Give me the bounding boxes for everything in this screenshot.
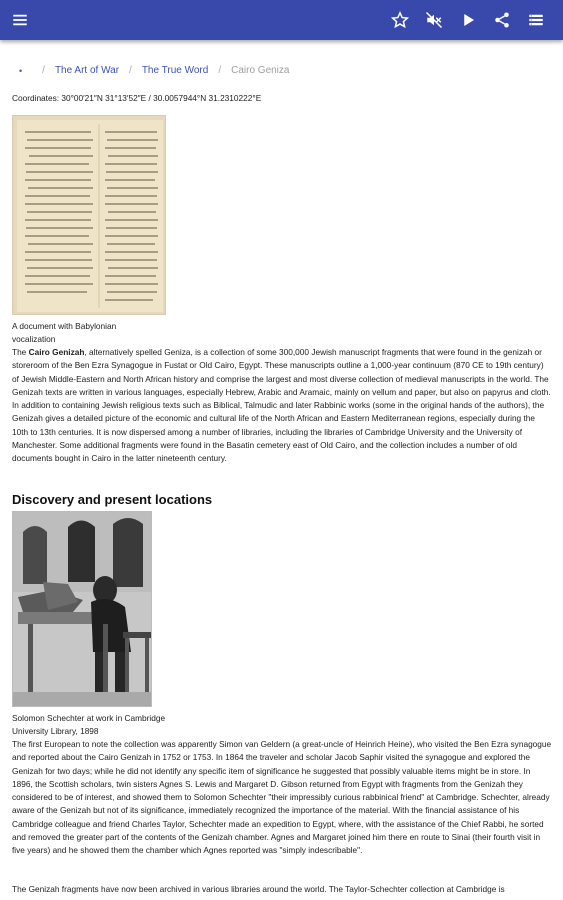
favorite-button[interactable] — [388, 8, 412, 32]
manuscript-illustration — [13, 116, 166, 315]
play-button[interactable] — [456, 8, 480, 32]
figure-caption: Solomon Schechter at work in Cambridge University Library, 1898 — [12, 713, 166, 736]
breadcrumb-separator: / — [42, 65, 45, 76]
app-bar — [0, 0, 563, 40]
hamburger-icon — [11, 11, 29, 29]
section-heading: Discovery and present locations — [12, 492, 213, 507]
intro-lead: The — [12, 347, 29, 357]
share-icon — [493, 11, 511, 29]
intro-paragraph — [12, 346, 552, 466]
photo-illustration — [13, 512, 152, 707]
intro-text: , alternatively spelled Geniza, is a collection of some 300,000 Jewish manuscript fragments that were found in the genizah or storeroom of the Ben Ezra Synagogue in Fustat or Old Cairo, Egypt. These manuscripts outline a 1,000-year continuum (870 CE to 19th century) of Jewish Middle-Eastern and North African history and comprise the largest and most diverse collection of medieval manuscripts in the world. The Genizah texts are written in various languages, especially Hebrew, Arabic and Aramaic, mainly on vellum and paper, but also on papyrus and cloth. In addition to containing Jewish religious texts such as Biblical, Talmudic and later Rabbinic works (some in the original hands of the authors), the Genizah gives a detailed picture of the economic and cultural life of the North African and Eastern Mediterranean regions, especially during the 10th to 13th centuries. It is now dispersed among a number of libraries, including the libraries of Cambridge University and the University of Manchester. Some additional fragments were found in the Basatin cemetery east of Old Cairo, and the collection includes a number of old documents bought in Cairo in the latter nineteenth century. — [12, 347, 551, 464]
archives-paragraph: The Genizah fragments have now been archived in various libraries around the world. The Taylor-Schechter collection at Cambridge is — [12, 884, 505, 894]
breadcrumb-current: Cairo Geniza — [231, 65, 290, 76]
breadcrumb-separator: / — [218, 65, 222, 76]
contents-button[interactable] — [524, 8, 548, 32]
schechter-photo[interactable] — [12, 511, 152, 707]
share-button[interactable] — [490, 8, 514, 32]
article-content — [0, 40, 563, 900]
breadcrumb — [19, 65, 289, 76]
list-icon — [527, 11, 545, 29]
play-icon — [459, 11, 477, 29]
menu-button[interactable] — [8, 8, 32, 32]
breadcrumb-home[interactable]: • — [19, 65, 23, 76]
mute-button[interactable] — [422, 8, 446, 32]
manuscript-image[interactable] — [12, 115, 166, 315]
discovery-paragraph: The first European to note the collection was apparently Simon van Geldern (a great-uncle of Heinrich Heine), who visited the Ben Ezra synagogue and reported about the Cairo Genizah in 1752 or 1753. In 1864 the traveler and scholar Jacob Saphir visited the synagogue and explored the Genizah for two days; while he did not identify any specific item of significance he suggested that possibly valuable items might be in store. In 1896, the Scottish scholars, twin sisters Agnes S. Lewis and Margaret D. Gibson returned from Egypt with fragments from the Genizah they considered to be of interest, and showed them to Solomon Schechter "their impressibly curious rabbinical friend" at Cambridge. Schechter, already aware of the Genizah but not of its significance, immediately recognized the importance of the material. With the financial assistance of his Cambridge colleague and friend Charles Taylor, Schechter made an expedition to Egypt, where, with the assistance of the Chief Rabbi, he sorted and removed the greater part of the contents of the Genizah chamber. Agnes and Margaret joined him there en route to Sinai (their fourth visit in five years) and he showed them the chamber which Agnes reported was "simply indescribable". — [12, 739, 552, 856]
breadcrumb-link-true-word[interactable]: The True Word — [141, 65, 209, 76]
mute-icon — [425, 11, 443, 29]
coordinates-text: Coordinates: 30°00′21″N 31°13′52″E / 30.0057944°N 31.2310222°E — [12, 93, 262, 103]
star-icon — [391, 11, 409, 29]
article-subject: Cairo Genizah — [28, 347, 85, 357]
figure-caption: A document with Babylonian vocalization — [12, 321, 117, 344]
breadcrumb-link-art-of-war[interactable]: The Art of War — [54, 65, 120, 76]
breadcrumb-separator: / — [129, 65, 132, 76]
